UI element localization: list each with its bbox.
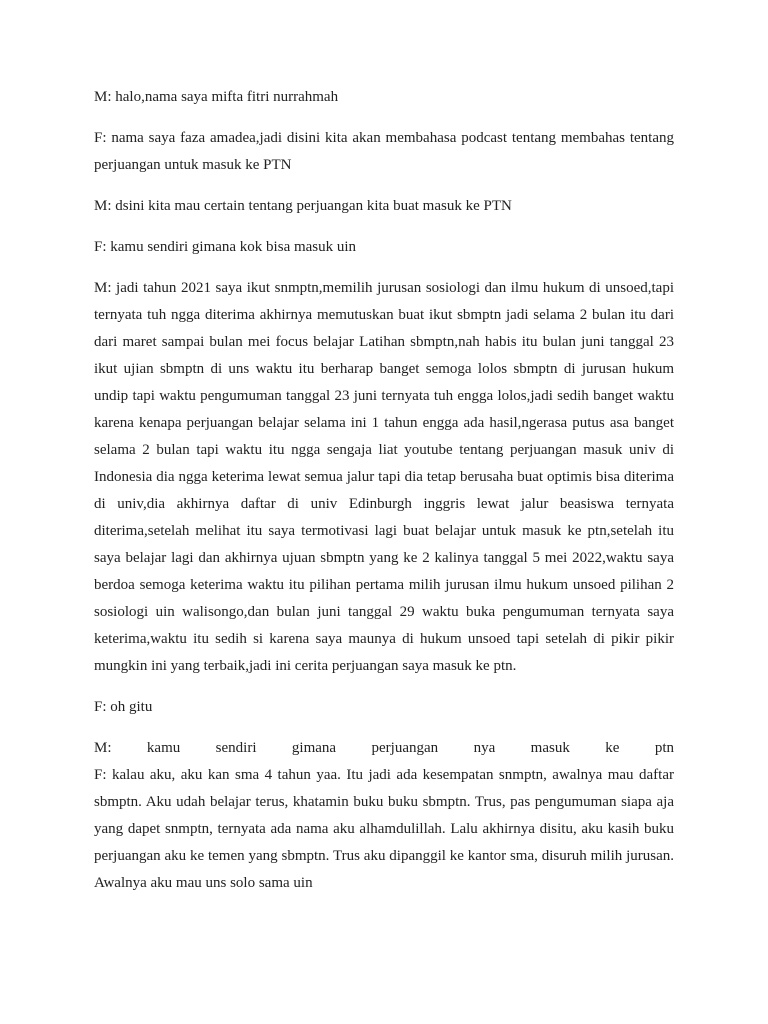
transcript-line-m-intro: M: halo,nama saya mifta fitri nurrahmah <box>94 89 339 105</box>
transcript-line-f-story: F: kalau aku, aku kan sma 4 tahun yaa. Itu jadi ada kesempatan snmptn, awalnya mau daftar sbmptn. Aku udah belajar terus, khatamin buku buku sbmptn. Trus, pas pengumuman siapa aja yang dapet snmptn, ternyata ada nama aku alhamdulillah. Lalu akhirnya disitu, aku kasih buku perjuangan aku ke temen yang sbmptn. Trus aku dipanggil ke kantor sma, disuruh milih jurusan. Awalnya aku mau uns solo sama uin <box>94 767 674 891</box>
document-body <box>94 84 674 911</box>
transcript-line-m-story: M: jadi tahun 2021 saya ikut snmptn,memilih jurusan sosiologi dan ilmu hukum di unsoed,tapi ternyata tuh ngga diterima akhirnya memutuskan buat ikut sbmptn jadi selama 2 bulan itu dari dari maret sampai bulan mei focus belajar Latihan sbmptn,nah habis itu bulan juni tanggal 23 ikut ujian sbmptn di uns waktu itu berharap banget semoga lolos sbmptn di jurusan hukum undip tapi waktu pengumuman tanggal 23 juni ternyata tuh engga lolos,jadi sedih banget waktu karena kenapa perjuangan belajar selama ini 1 tahun engga ada hasil,ngerasa putus asa banget selama 2 bulan tapi waktu itu ngga sengaja liat youtube tentang perjuangan masuk univ di Indonesia dia ngga keterima lewat semua jalur tapi dia tetap berusaha buat optimis bisa diterima di univ,dia akhirnya daftar di univ Edinburgh inggris lewat jalur beasiswa ternyata diterima,setelah melihat itu saya termotivasi lagi buat belajar untuk masuk ke ptn,setelah itu saya belajar lagi dan akhirnya ujuan sbmptn yang ke 2 kalinya tanggal 5 mei 2022,waktu saya berdoa semoga keterima waktu itu pilihan pertama milih jurusan ilmu hukum unsoed pilihan 2 sosiologi uin walisongo,dan bulan juni tanggal 29 waktu buka pengumuman ternyata saya keterima,waktu itu sedih si karena saya maunya di hukum unsoed tapi setelah di pikir pikir mungkin ini yang terbaik,jadi ini cerita perjuangan saya masuk ke ptn. <box>94 280 674 674</box>
transcript-line-f-response: F: oh gitu <box>94 699 153 715</box>
transcript-line-m-question: M: kamu sendiri gimana perjuangan nya masuk ke ptn <box>94 740 674 756</box>
transcript-line-f-intro: F: nama saya faza amadea,jadi disini kita akan membahasa podcast tentang membahas tentang perjuangan untuk masuk ke PTN <box>94 130 674 173</box>
transcript-line-m-topic: M: dsini kita mau certain tentang perjuangan kita buat masuk ke PTN <box>94 198 512 214</box>
transcript-line-f-question: F: kamu sendiri gimana kok bisa masuk uin <box>94 239 357 255</box>
